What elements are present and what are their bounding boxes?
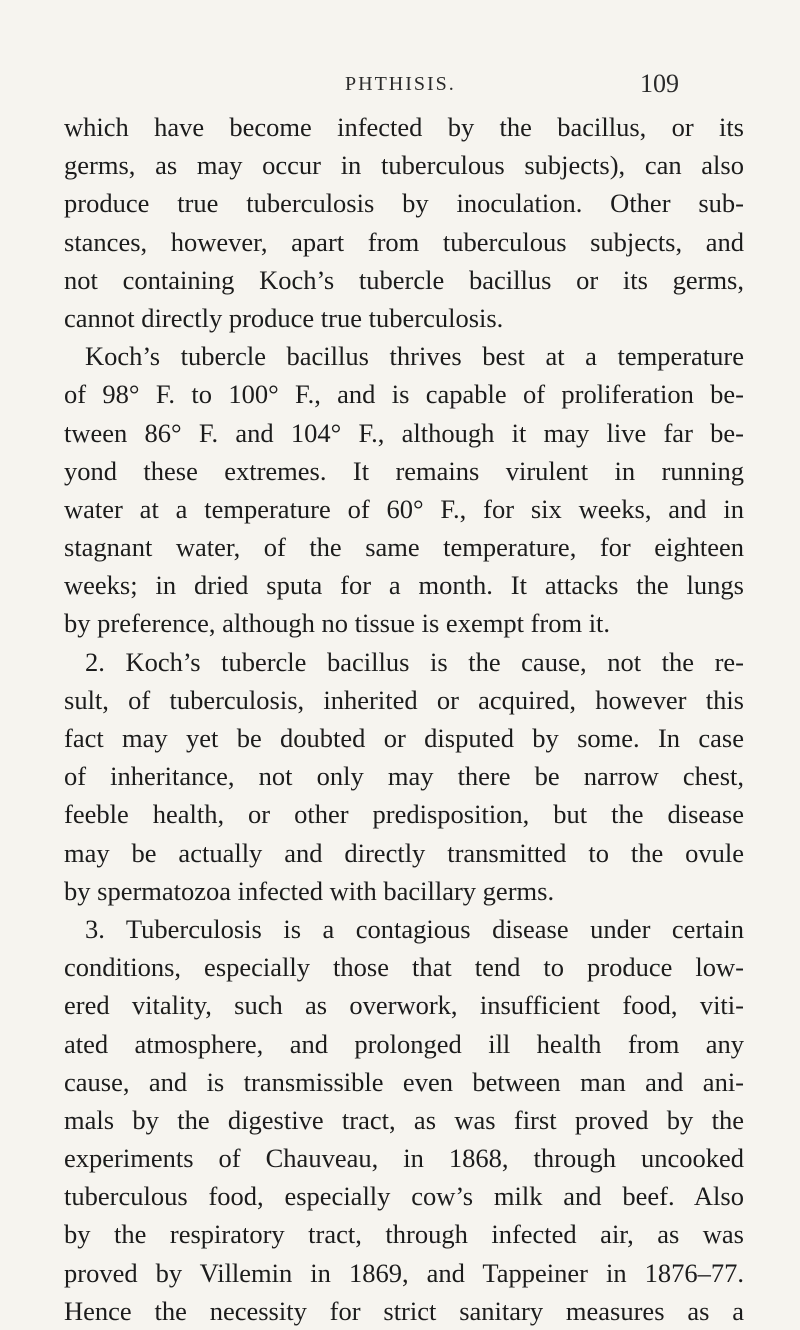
text-line: fact may yet be doubted or disputed by some. In case xyxy=(64,723,744,753)
text-line: cause, and is transmissible even between man and ani- xyxy=(64,1066,744,1097)
text-line: feeble health, or other predisposition, but the disease xyxy=(64,799,744,830)
text-line: water at a temperature of 60° F., for six weeks, and in xyxy=(64,493,744,524)
text-line: tween 86° F. and 104° F., although it may live far be- xyxy=(64,417,744,448)
text-line: experiments of Chauveau, in 1868, through uncooked xyxy=(64,1143,744,1174)
paragraph-start-line: Koch’s tubercle bacillus thrives best at a temperature xyxy=(85,341,744,372)
text-line: may be actually and directly transmitted to the ovule xyxy=(64,837,744,868)
text-line: proved by Villemin in 1869, and Tappeiner in 1876–77. xyxy=(64,1257,744,1288)
text-line: sult, of tuberculosis, inherited or acquired, however this xyxy=(64,684,744,715)
text-line: germs, as may occur in tuberculous subjects), can also xyxy=(64,150,744,181)
text-line: produce true tuberculosis by inoculation. Other sub- xyxy=(64,188,744,219)
text-line: of inheritance, not only may there be narrow chest, xyxy=(64,761,744,792)
text-line: Hence the necessity for strict sanitary measures as a xyxy=(64,1295,744,1326)
text-line: cannot directly produce true tuberculosis. xyxy=(64,302,504,333)
text-line: mals by the digestive tract, as was first proved by the xyxy=(64,1104,744,1135)
running-head-title: PHTHISIS. xyxy=(345,73,456,95)
text-line: which have become infected by the bacillus, or its xyxy=(64,112,744,142)
text-line: of 98° F. to 100° F., and is capable of proliferation be- xyxy=(64,379,744,410)
text-line: tuberculous food, especially cow’s milk and beef. Also xyxy=(64,1181,744,1212)
text-line: not containing Koch’s tubercle bacillus or its germs, xyxy=(64,264,744,295)
text-line: stances, however, apart from tuberculous subjects, and xyxy=(64,226,744,257)
paragraph-start-line: 2. Koch’s tubercle bacillus is the cause, not the re- xyxy=(85,646,744,677)
body-text xyxy=(64,108,744,1330)
paragraph-start-line: 3. Tuberculosis is a contagious disease under certain xyxy=(85,913,744,944)
text-line: by preference, although no tissue is exempt from it. xyxy=(64,608,611,639)
text-line: by spermatozoa infected with bacillary germs. xyxy=(64,875,555,906)
text-line: conditions, especially those that tend to produce low- xyxy=(64,952,744,983)
text-line: by the respiratory tract, through infected air, as was xyxy=(64,1219,744,1250)
text-line: ated atmosphere, and prolonged ill health from any xyxy=(64,1028,744,1059)
text-line: stagnant water, of the same temperature, for eighteen xyxy=(64,532,744,563)
running-head xyxy=(0,71,800,105)
text-line: yond these extremes. It remains virulent in running xyxy=(64,455,744,486)
text-line: weeks; in dried sputa for a month. It attacks the lungs xyxy=(64,570,744,601)
text-line: ered vitality, such as overwork, insufficient food, viti- xyxy=(64,990,744,1021)
page-number: 109 xyxy=(640,69,679,98)
